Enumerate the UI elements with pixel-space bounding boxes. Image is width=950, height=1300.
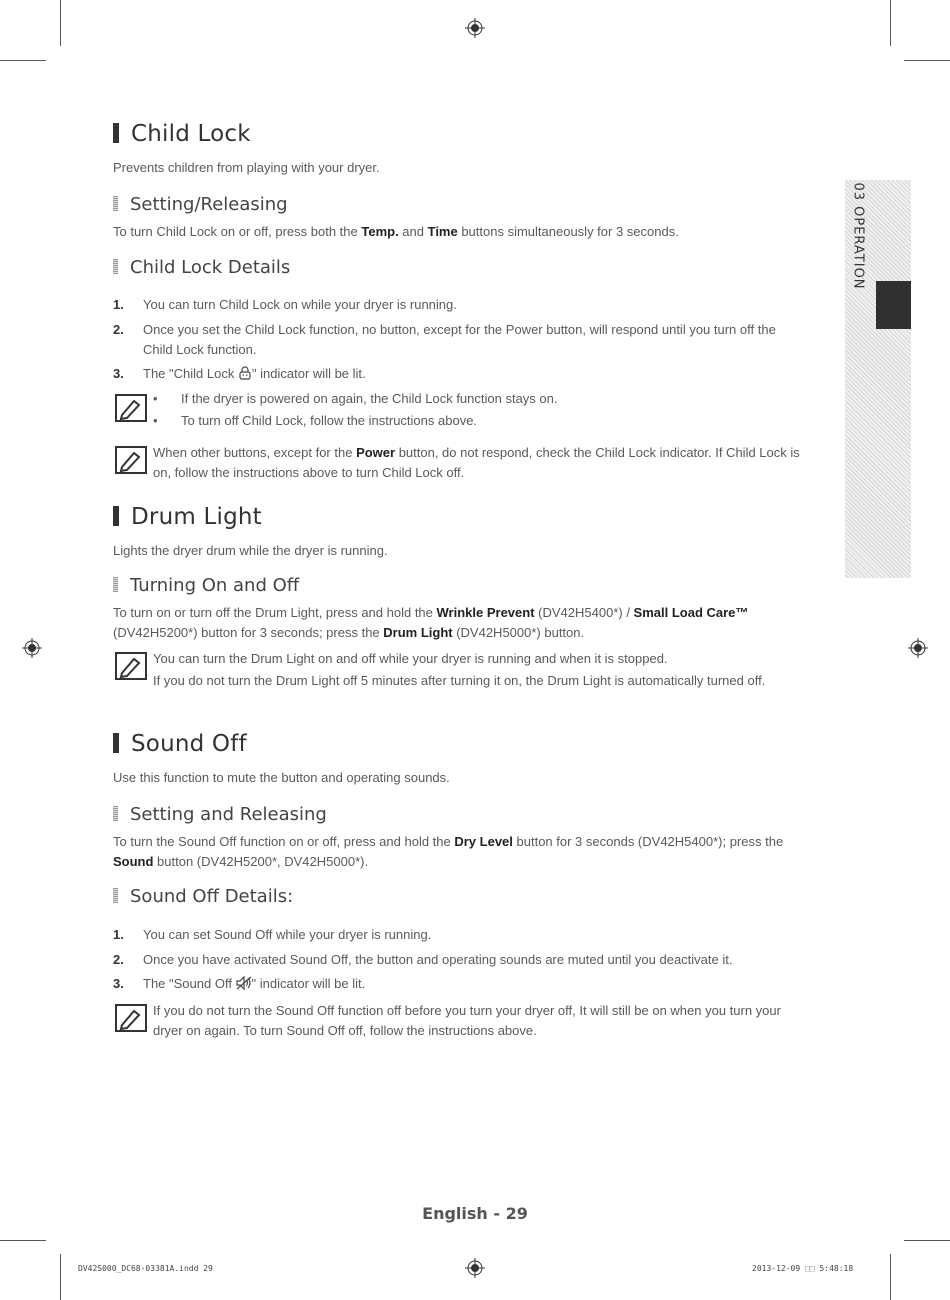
subsection-title-child-lock-details: Child Lock Details (113, 257, 290, 278)
child-lock-intro: Prevents children from playing with your dryer. (113, 160, 380, 175)
crop-mark (0, 60, 46, 61)
list-item: 2. Once you have activated Sound Off, the button and operating sounds are muted until you deactivate it. (113, 952, 733, 967)
list-item: 2. Once you set the Child Lock function, no button, except for the Power button, will respond until you turn off the Child Lock function. (113, 322, 776, 357)
crop-mark (904, 1240, 950, 1241)
sound-off-note: If you do not turn the Sound Off function off before you turn your dryer off, It will still be on when you turn your dryer on again. To turn Sound Off off, follow the instructions above. (153, 1003, 781, 1038)
crop-mark (904, 60, 950, 61)
registration-mark-icon (465, 1258, 485, 1278)
drum-light-note-1: You can turn the Drum Light on and off while your dryer is running and when it is stopped. (153, 651, 668, 666)
subsection-title-sound-off-details: Sound Off Details: (113, 886, 293, 907)
subsection-title-setting-and-releasing: Setting and Releasing (113, 804, 327, 825)
sound-off-intro: Use this function to mute the button and operating sounds. (113, 770, 450, 785)
file-name: DV42S000_DC68-03381A.indd 29 (78, 1264, 213, 1273)
registration-mark-icon (22, 638, 42, 658)
sound-off-setting-text: To turn the Sound Off function on or off, press and hold the Dry Level button for 3 seconds (DV42H5400*); press the Sound button (DV42H5200*, DV42H5000*). (113, 834, 784, 869)
section-title-sound-off: Sound Off (113, 731, 247, 757)
subsection-title-turning-on-off: Turning On and Off (113, 575, 299, 596)
section-title-drum-light: Drum Light (113, 504, 262, 530)
registration-mark-icon (908, 638, 928, 658)
section-title-child-lock: Child Lock (113, 121, 251, 147)
side-tab-label: 03 OPERATION (850, 182, 866, 290)
list-item: 3. The "Sound Off " indicator will be lit. (113, 976, 366, 991)
list-item: 1. You can turn Child Lock on while your dryer is running. (113, 297, 457, 312)
subsection-title-setting-releasing: Setting/Releasing (113, 194, 288, 215)
drum-light-intro: Lights the dryer drum while the dryer is running. (113, 543, 388, 558)
list-item: • To turn off Child Lock, follow the instructions above. (153, 413, 478, 428)
print-timestamp: 2013-12-09 ⬚⬚ 5:48:18 (752, 1264, 854, 1273)
crop-mark (60, 0, 61, 46)
list-item: 3. The "Child Lock " indicator will be lit. (113, 366, 366, 381)
child-lock-setting-text: To turn Child Lock on or off, press both the Temp. and Time buttons simultaneously for 3 seconds. (113, 224, 679, 239)
page-number: English - 29 (422, 1204, 528, 1223)
crop-mark (890, 1254, 891, 1300)
crop-mark (890, 0, 891, 46)
note-icon (115, 1004, 147, 1032)
registration-mark-icon (465, 18, 485, 38)
drum-light-turning-text: To turn on or turn off the Drum Light, press and hold the Wrinkle Prevent (DV42H5400*) / Small Load Care™ (DV42H5200*) button for 3 seconds; press the Drum Light (DV42H5000*) button. (113, 605, 749, 640)
sound-off-icon (236, 976, 252, 990)
crop-mark (60, 1254, 61, 1300)
child-lock-icon (238, 366, 252, 380)
note-icon (115, 446, 147, 474)
crop-mark (0, 1240, 46, 1241)
side-tab-marker (876, 281, 911, 329)
drum-light-note-2: If you do not turn the Drum Light off 5 minutes after turning it on, the Drum Light is automatically turned off. (153, 673, 766, 688)
list-item: • If the dryer is powered on again, the Child Lock function stays on. (153, 391, 558, 406)
note-icon (115, 652, 147, 680)
note-icon (115, 394, 147, 422)
child-lock-note: When other buttons, except for the Power button, do not respond, check the Child Lock indicator. If Child Lock is on, follow the instructions above to turn Child Lock off. (153, 445, 800, 480)
list-item: 1. You can set Sound Off while your dryer is running. (113, 927, 432, 942)
